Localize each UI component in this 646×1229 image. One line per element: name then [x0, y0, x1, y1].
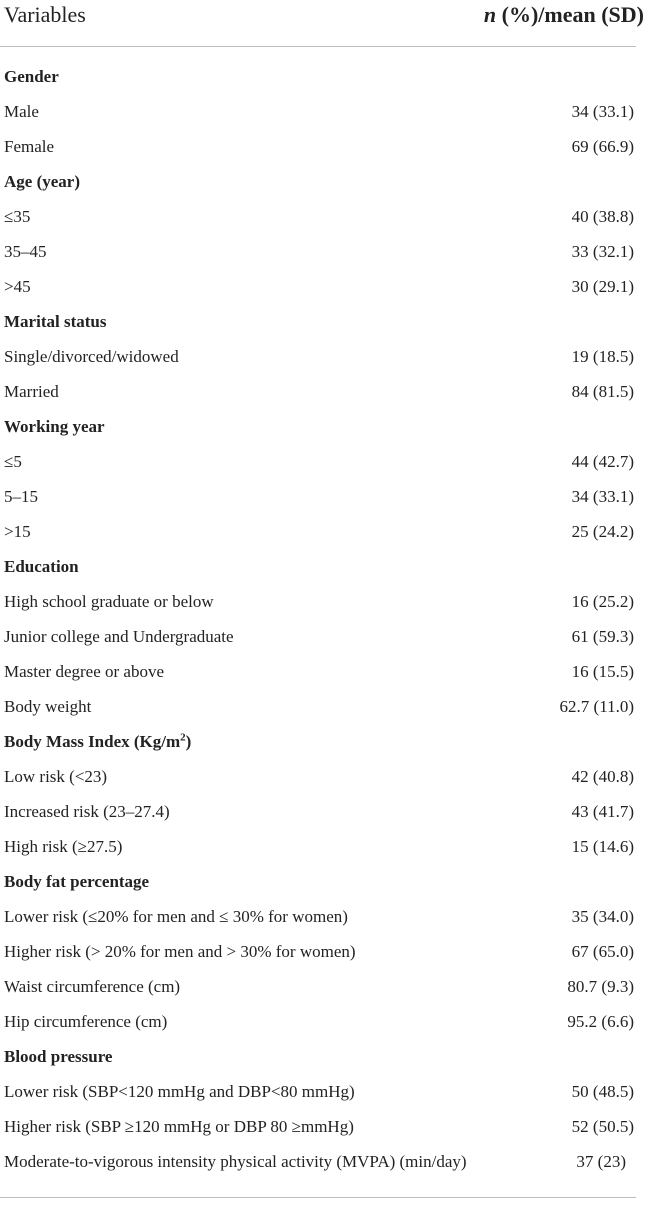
header-divider: [0, 46, 636, 47]
label-text: High risk (≥27.5): [4, 837, 123, 856]
table-row: [0, 269, 646, 304]
label-text: Moderate-to-vigorous intensity physical activity (MVPA) (min/day): [4, 1152, 467, 1171]
variable-label: [4, 451, 504, 473]
section-header-row: [0, 1039, 646, 1074]
table-row: [0, 339, 646, 374]
section-title: [4, 871, 504, 893]
label-text: Higher risk (> 20% for men and > 30% for women): [4, 942, 356, 961]
table-row: [0, 94, 646, 129]
label-text: >15: [4, 522, 31, 541]
value-cell: 62.7 (11.0): [559, 697, 634, 716]
label-text: >45: [4, 277, 31, 296]
label-superscript: 2: [180, 731, 186, 744]
label-text: ≤5: [4, 452, 22, 471]
header-stat-label: (%)/mean (SD): [496, 2, 644, 27]
value-cell: 30 (29.1): [571, 277, 634, 296]
table-row: [0, 374, 646, 409]
table-row: [0, 759, 646, 794]
label-text: Hip circumference (cm): [4, 1012, 168, 1031]
variable-label: [4, 836, 504, 858]
label-text: Female: [4, 137, 55, 156]
label-text: Body Mass Index (Kg/m: [4, 732, 181, 751]
label-text: 35–45: [4, 242, 47, 261]
value-cell: 35 (34.0): [571, 907, 634, 926]
header-variables: Variables: [4, 2, 86, 27]
table-row: [0, 689, 646, 724]
label-text: Lower risk (≤20% for men and ≤ 30% for women): [4, 907, 348, 926]
variable-label: [4, 1149, 474, 1174]
section-title: [4, 171, 504, 193]
label-text: Junior college and Undergraduate: [4, 627, 234, 646]
table-row: [0, 514, 646, 549]
value-cell: 33 (32.1): [571, 242, 634, 261]
value-cell: 37 (23): [576, 1152, 626, 1171]
section-title: [4, 1046, 504, 1068]
table-row: [0, 1074, 646, 1109]
table-row: [0, 619, 646, 654]
variable-label: [4, 696, 504, 718]
label-text: Blood pressure: [4, 1047, 113, 1066]
variable-label: [4, 486, 504, 508]
table-row: [0, 1109, 646, 1144]
value-cell: 40 (38.8): [571, 207, 634, 226]
label-text: Male: [4, 102, 39, 121]
table-row: [0, 584, 646, 619]
variable-label: [4, 206, 504, 228]
section-header-row: [0, 549, 646, 584]
section-header-row: [0, 164, 646, 199]
label-text: Age (year): [4, 172, 80, 191]
table-header: [0, 0, 646, 46]
variable-label: [4, 381, 504, 403]
table-row: [0, 829, 646, 864]
label-text: Education: [4, 557, 79, 576]
label-text: Increased risk (23–27.4): [4, 802, 170, 821]
variable-label: [4, 766, 504, 788]
header-statistic: [484, 2, 644, 28]
variable-label: [4, 591, 504, 613]
value-cell: 16 (25.2): [571, 592, 634, 611]
value-cell: 61 (59.3): [571, 627, 634, 646]
label-text: Married: [4, 382, 59, 401]
value-cell: 84 (81.5): [571, 382, 634, 401]
variable-label: [4, 626, 504, 648]
label-text: ≤35: [4, 207, 31, 226]
variable-label: [4, 521, 504, 543]
value-cell: 42 (40.8): [571, 767, 634, 786]
variable-label: [4, 241, 504, 263]
table-row: [0, 899, 646, 934]
value-cell: 19 (18.5): [571, 347, 634, 366]
table-row: [0, 969, 646, 1004]
section-header-row: [0, 409, 646, 444]
label-text: Working year: [4, 417, 105, 436]
value-cell: 44 (42.7): [571, 452, 634, 471]
label-text: 5–15: [4, 487, 38, 506]
table-row: [0, 1144, 646, 1194]
label-text: Single/divorced/widowed: [4, 347, 179, 366]
table-row: [0, 479, 646, 514]
value-cell: 15 (14.6): [571, 837, 634, 856]
label-text: Lower risk (SBP<120 mmHg and DBP<80 mmHg): [4, 1082, 355, 1101]
table-body: [0, 59, 646, 1194]
header-n-symbol: n: [483, 2, 497, 27]
section-title: [4, 311, 504, 333]
label-text: Higher risk (SBP ≥120 mmHg or DBP 80 ≥mmHg): [4, 1117, 354, 1136]
variable-label: [4, 276, 504, 298]
table-row: [0, 1004, 646, 1039]
value-cell: 50 (48.5): [571, 1082, 634, 1101]
variable-label: [4, 136, 504, 158]
variable-label: [4, 1116, 504, 1138]
table-row: [0, 794, 646, 829]
label-text: Gender: [4, 67, 59, 86]
section-title: [4, 731, 504, 753]
label-text: Body fat percentage: [4, 872, 150, 891]
variable-label: [4, 1081, 504, 1103]
table-row: [0, 129, 646, 164]
label-suffix: ): [185, 732, 192, 751]
section-title: [4, 66, 504, 88]
table-row: [0, 199, 646, 234]
variable-label: [4, 906, 504, 928]
value-cell: 16 (15.5): [571, 662, 634, 681]
variable-label: [4, 661, 504, 683]
label-text: Low risk (<23): [4, 767, 108, 786]
value-cell: 67 (65.0): [571, 942, 634, 961]
table-row: [0, 934, 646, 969]
label-text: High school graduate or below: [4, 592, 214, 611]
table-row: [0, 234, 646, 269]
label-text: Body weight: [4, 697, 92, 716]
variable-label: [4, 976, 504, 998]
variable-label: [4, 346, 504, 368]
variable-label: [4, 941, 504, 963]
value-cell: 52 (50.5): [571, 1117, 634, 1136]
table-row: [0, 654, 646, 689]
variable-label: [4, 101, 504, 123]
label-text: Master degree or above: [4, 662, 165, 681]
section-header-row: [0, 724, 646, 759]
value-cell: 69 (66.9): [571, 137, 634, 156]
value-cell: 43 (41.7): [571, 802, 634, 821]
label-text: Waist circumference (cm): [4, 977, 181, 996]
section-title: [4, 556, 504, 578]
label-text: Marital status: [4, 312, 107, 331]
section-title: [4, 416, 504, 438]
table-row: [0, 444, 646, 479]
table-bottom-divider: [0, 1197, 636, 1198]
section-header-row: [0, 59, 646, 94]
value-cell: 95.2 (6.6): [567, 1012, 634, 1031]
value-cell: 34 (33.1): [571, 102, 634, 121]
value-cell: 34 (33.1): [571, 487, 634, 506]
value-cell: 80.7 (9.3): [567, 977, 634, 996]
variable-label: [4, 801, 504, 823]
section-header-row: [0, 304, 646, 339]
section-header-row: [0, 864, 646, 899]
variable-label: [4, 1011, 504, 1033]
value-cell: 25 (24.2): [571, 522, 634, 541]
